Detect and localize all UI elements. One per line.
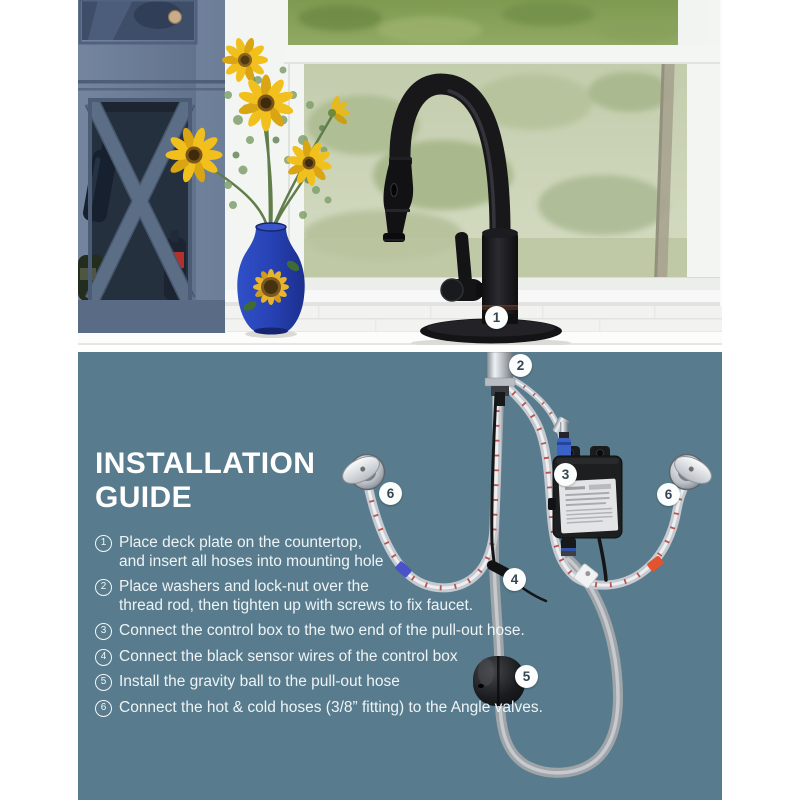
step-2-text: Place washers and lock-nut over the thread rod, then tighten up with screws to fix faucet. <box>119 578 474 614</box>
installation-steps <box>95 534 695 724</box>
kitchen-photo <box>78 0 722 345</box>
callout-3-number: 3 <box>561 467 570 482</box>
callout-6-right-number: 6 <box>664 487 673 502</box>
callout-1-number: 1 <box>492 310 501 325</box>
guide-title-line-1: INSTALLATION <box>95 447 316 480</box>
step-4-text: Connect the black sensor wires of the control box <box>119 647 458 665</box>
step-5-text: Install the gravity ball to the pull-out hose <box>119 673 400 690</box>
step-2 <box>95 578 695 615</box>
upper-window-pane <box>288 0 684 45</box>
callout-2-number: 2 <box>516 358 525 373</box>
step-6-number: 6 <box>95 700 112 717</box>
blue-quick-connector <box>557 438 571 458</box>
callout-4-sensor-wire <box>503 568 526 591</box>
callout-6-left-valve <box>379 482 402 505</box>
step-3-number: 3 <box>95 623 112 640</box>
control-box-label <box>559 479 619 534</box>
kitchen-scene <box>78 0 722 345</box>
step-6 <box>95 699 695 718</box>
step-4 <box>95 648 695 667</box>
guide-title <box>95 447 315 515</box>
cabinet-knob <box>169 11 182 24</box>
step-3 <box>95 622 695 641</box>
callout-1-faucet <box>485 306 508 329</box>
step-4-number: 4 <box>95 649 112 666</box>
callout-3-control-box <box>554 463 577 486</box>
callout-4-number: 4 <box>510 572 519 587</box>
step-1 <box>95 534 695 571</box>
installation-guide-panel <box>78 352 722 800</box>
guide-title-line-2: GUIDE <box>95 481 193 514</box>
step-1-number: 1 <box>95 535 112 552</box>
callout-5-number: 5 <box>522 669 531 684</box>
callout-6-right-valve <box>657 483 680 506</box>
wine-rack <box>78 100 190 302</box>
step-3-text: Connect the control box to the two end of the pull-out hose. <box>119 622 525 639</box>
callout-5-gravity-ball <box>515 665 538 688</box>
step-2-number: 2 <box>95 579 112 596</box>
step-6-text: Connect the hot & cold hoses (3/8” fitting) to the Angle valves. <box>119 698 543 716</box>
callout-6-left-number: 6 <box>386 486 395 501</box>
step-5 <box>95 673 695 692</box>
step-5-number: 5 <box>95 674 112 691</box>
countertop <box>78 331 722 345</box>
callout-2-shank <box>509 354 532 377</box>
step-1-text: Place deck plate on the countertop, and insert all hoses into mounting hole <box>119 534 384 570</box>
